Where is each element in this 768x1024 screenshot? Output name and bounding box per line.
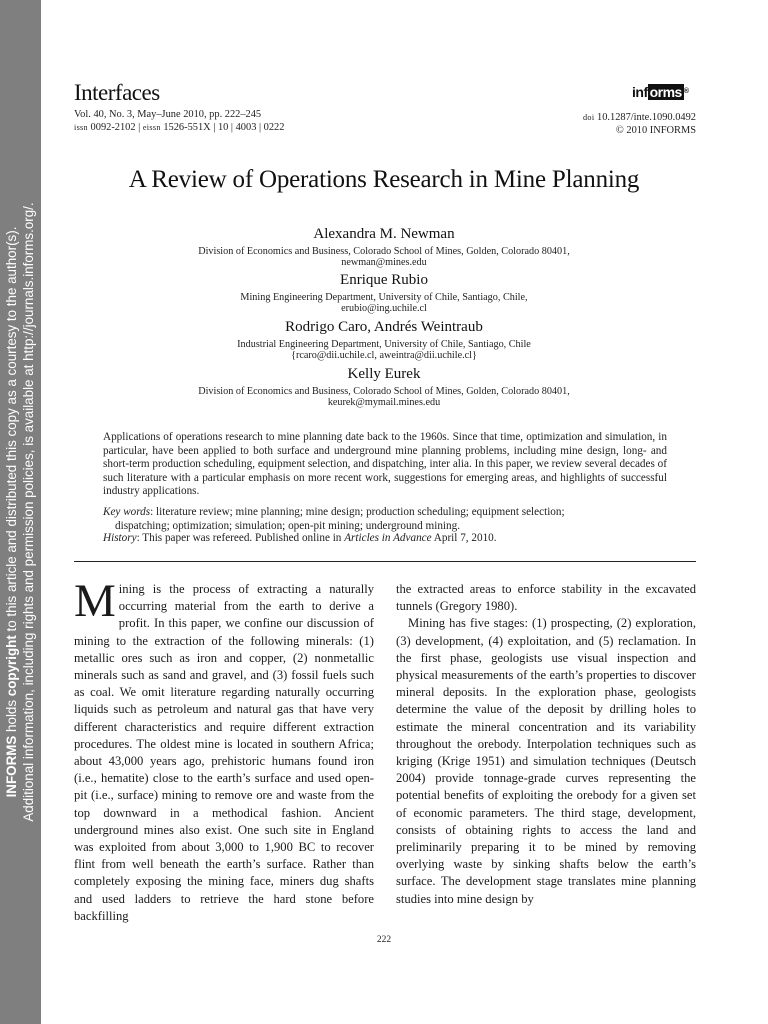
copyright-word: copyright	[4, 635, 19, 697]
keywords-line-2: dispatching; optimization; simulation; open-pit mining; underground mining.	[115, 519, 461, 532]
body-text: ining is the process of extracting a naturally occurring material from the earth to derive a profit. In this paper, we confine our discussion of mining to the extraction of the following minerals: (1) metallic ores such as iron and copper, (2) nonmetallic minerals such as sand and gravel, and (3) fossil fuels such as coal. We omit literature regarding naturally occurring liquids such as petroleum and natural gas that have very different characteristics and require different extraction procedures. The oldest mine is located in southern Africa; about 43,000 years ago, prehistoric humans found iron (i.e., hematite) close to the earth’s surface and used open-pit (i.e., surface) mining to remove ore and waste from the top downward in a methodical fashion. Ancient underground mines also exist. One such site in England was exploited from about 3,000 to 1,900 BC to recover flint from well beneath the earth’s surface. Rather than completely exposing the mining face, miners dug shafts and used ladders to retrieve the hard stone before backfilling	[74, 582, 374, 923]
copyright-line: © 2010 INFORMS	[615, 125, 696, 136]
issn-value: 0092-2102 |	[87, 122, 143, 133]
author-affiliation: Division of Economics and Business, Colorado School of Mines, Golden, Colorado 80401,	[198, 246, 570, 257]
page-number: 222	[376, 935, 392, 945]
logo-left: inf	[632, 84, 648, 100]
keywords	[103, 506, 667, 533]
author-affiliation: Division of Economics and Business, Colorado School of Mines, Golden, Colorado 80401,	[198, 386, 570, 397]
author-email[interactable]: newman@mines.edu	[341, 257, 427, 268]
author-name: Alexandra M. Newman	[313, 226, 455, 242]
body-column-left	[74, 575, 374, 925]
eissn-value: 1526-551X | 10 | 4003 | 0222	[160, 122, 285, 133]
body-paragraph	[74, 575, 374, 925]
eissn-label: eissn	[142, 123, 161, 132]
copyright-line-2[interactable]: Additional information, including rights and permission policies, is available at http://journals.informs.org/.	[21, 202, 36, 822]
author-name: Kelly Eurek	[347, 366, 421, 382]
history-text: : This paper was refereed. Published online in	[136, 532, 345, 544]
history-label: History	[103, 532, 137, 544]
copyright-text-mid: holds	[4, 696, 19, 736]
volume-line: Vol. 40, No. 3, May–June 2010, pp. 222–245	[74, 109, 262, 120]
drop-cap: M	[74, 575, 116, 627]
author-email[interactable]: {rcaro@dii.uchile.cl, aweintra@dii.uchile.cl}	[291, 350, 477, 361]
doi-block	[583, 111, 696, 137]
issn-line	[74, 121, 284, 134]
author-email[interactable]: erubio@ing.uchile.cl	[341, 303, 427, 314]
keywords-line-1: : literature review; mine planning; mine design; production scheduling; equipment selection;	[150, 506, 565, 518]
body-paragraph: the extracted areas to enforce stability in the excavated tunnels (Gregory 1980).	[396, 582, 696, 614]
issn-label: issn	[74, 123, 88, 132]
paper-title: A Review of Operations Research in Mine Planning	[128, 166, 640, 193]
body-column-right	[396, 581, 696, 908]
author-affiliation: Industrial Engineering Department, University of Chile, Santiago, Chile	[237, 339, 531, 350]
copyright-notice	[3, 12, 37, 1012]
copyright-text-rest: to this article and distributed this copy as a courtesy to the author(s).	[4, 226, 19, 636]
history	[103, 532, 667, 546]
doi-label: doi	[583, 113, 595, 122]
body-paragraph: Mining has five stages: (1) prospecting, (2) exploration, (3) development, (4) exploitation, and (5) reclamation. In the first phase, geologists use visual inspection and physical measurements of the earth’s properties to discover mineral deposits. In the exploration phase, geologists determine the value of the deposit by drilling holes to estimate the mineral concentration and its variability throughout the orebody. Interpolation techniques such as kriging (Krige 1951) and simulation techniques (Deutsch 2004) provide tonnage-grade curves representing the potential benefits of exploiting the orebody for a given set of economic parameters. The third stage, development, consists of obtaining rights to access the land and preliminarily preparing it to be mined by removing overlying waste by sinking shafts below the earth’s surface. The development stage translates mine planning studies into mine design by	[396, 616, 696, 906]
volume-info	[74, 108, 284, 134]
logo-registered-mark: ®	[683, 88, 690, 95]
logo-right: orms	[649, 84, 682, 100]
doi-line[interactable]	[583, 111, 696, 124]
author-name: Enrique Rubio	[340, 272, 428, 288]
author-email[interactable]: keurek@mymail.mines.edu	[327, 397, 441, 408]
history-italic: Articles in Advance	[344, 532, 432, 544]
author-affiliation: Mining Engineering Department, University of Chile, Santiago, Chile,	[240, 292, 528, 303]
section-divider	[74, 561, 696, 562]
copyright-line-1	[3, 12, 20, 1012]
journal-name: Interfaces	[74, 80, 160, 105]
copyright-sidebar	[0, 0, 41, 1024]
author-name: Rodrigo Caro, Andrés Weintraub	[285, 319, 483, 335]
keywords-label: Key words	[103, 506, 151, 518]
doi-value: 10.1287/inte.1090.0492	[594, 112, 696, 123]
history-date: April 7, 2010.	[431, 532, 497, 544]
abstract: Applications of operations research to mine planning date back to the 1960s. Since that time, optimization and simulation, in particular, have been applied to both surface and underground mine planning problems, including mine design, long- and short-term production scheduling, equipment selection, and dispatching, inter alia. In this paper, we review several decades of such literature with a particular emphasis on more recent work, suggestions for emerging areas, and highlights of successful industry applications.	[103, 431, 667, 498]
informs-brand: INFORMS	[4, 735, 19, 798]
informs-logo	[632, 83, 698, 101]
